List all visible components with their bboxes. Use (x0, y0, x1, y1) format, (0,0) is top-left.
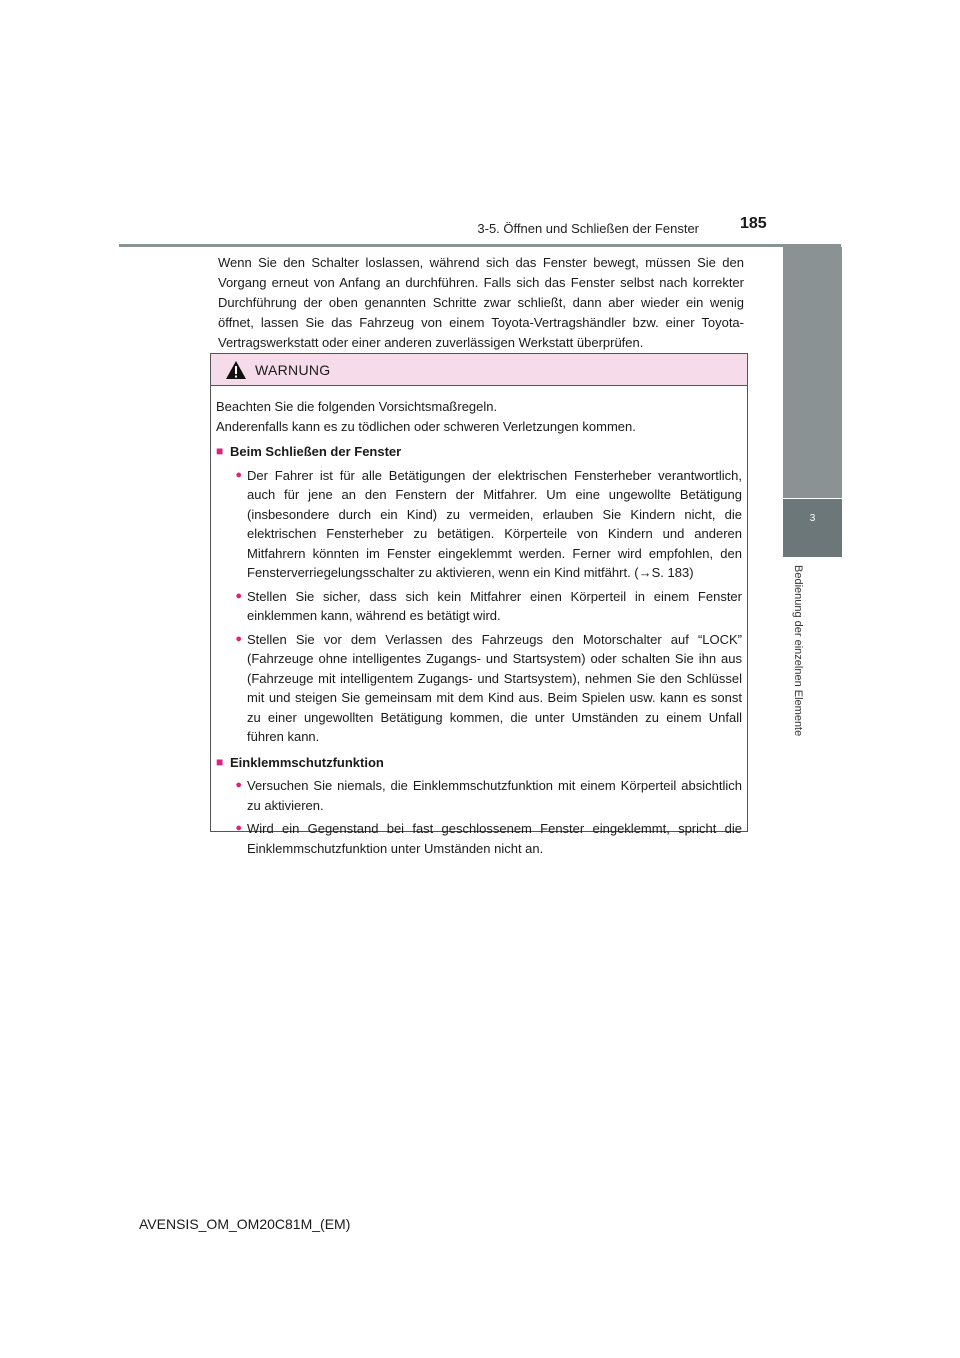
section-title: 3-5. Öffnen und Schließen der Fenster (477, 221, 699, 236)
warning-lead-2: Anderenfalls kann es zu tödlichen oder schweren Verletzungen kommen. (216, 418, 636, 434)
warning-item (216, 630, 742, 747)
intro-paragraph: Wenn Sie den Schalter loslassen, während sich das Fenster bewegt, müssen Sie den Vorgang erneut von Anfang an durchführen. Falls sich das Fenster selbst nach korrekter Durchführung der oben genannten Schritte zwar schließt, dann aber wieder ein wenig öffnet, lassen Sie das Fahrzeug von einem Toyota-Vertragshändler bzw. einer Toyota-Vertragswerkstatt oder einer anderen zuverlässigen Werkstatt überprüfen. (218, 255, 744, 350)
section-heading-text: Beim Schließen der Fenster (230, 444, 402, 459)
section-heading-text: Einklemmschutzfunktion (230, 754, 384, 770)
side-rail (783, 247, 842, 498)
chapter-number: 3 (809, 513, 816, 524)
chapter-tab (783, 499, 842, 557)
dot-bullet-icon: ● (235, 589, 242, 602)
warning-item-text: Stellen Sie vor dem Verlassen des Fahrzeugs den Motorschalter auf “LOCK” (Fahrzeuge ohne intelligentes Zugangs- und Startsystem) oder schalten Sie ihn aus (Fahrzeuge mit intelligentem Zugangs- und Startsystem), nehmen Sie den Schlüssel mit und steigen Sie gemeinsam mit dem Kind aus. Beim Spielen usw. kann es sonst zu einer ungewollten Betätigung kommen, die unter Umständen zu einem Unfall führen kann. (247, 631, 742, 744)
warning-item (216, 466, 742, 583)
warning-body (211, 386, 747, 858)
page-number: 185 (740, 215, 767, 232)
warning-item (216, 776, 742, 815)
dot-bullet-icon: ● (235, 632, 242, 645)
warning-item (216, 587, 742, 626)
chapter-title: Bedienung der einzelnen Elemente (792, 565, 804, 737)
warning-triangle-icon (225, 360, 247, 380)
warning-item-text: Versuchen Sie niemals, die Einklemmschutzfunktion mit einem Körperteil absichtlich zu aktivieren. (247, 778, 742, 813)
warning-header (211, 354, 747, 386)
warning-section-heading (216, 753, 742, 773)
header-divider (119, 244, 841, 247)
dot-bullet-icon: ● (235, 779, 242, 791)
warning-item (216, 819, 742, 858)
dot-bullet-icon: ● (235, 468, 242, 481)
square-bullet-icon: ■ (216, 754, 224, 769)
warning-item-text: Stellen Sie sicher, dass sich kein Mitfahrer einen Körperteil in einem Fenster einklemmen kann, während es betätigt wird. (247, 588, 742, 623)
warning-item-text: Der Fahrer ist für alle Betätigungen der elektrischen Fensterheber verantwortlich, auch für jene an den Fenstern der Mitfahrer. Um eine ungewollte Betätigung (insbesondere durch ein Kind) zu vermeiden, erlauben Sie Kindern nicht, die elektrischen Fensterheber zu betätigen. Körperteile von Kindern und anderen Mitfahrern könnten im Fenster eingeklemmt werden. Ferner wird empfohlen, den Fensterverriegelungsschalter zu aktivieren, wenn ein Kind mitfährt. (→S. 183) (247, 467, 742, 580)
warning-section-heading (216, 442, 742, 462)
dot-bullet-icon: ● (235, 822, 242, 834)
warning-title: WARNUNG (255, 361, 331, 378)
warning-item-text: Wird ein Gegenstand bei fast geschlossenem Fenster eingeklemmt, spricht die Einklemmschutzfunktion unter Umständen nicht an. (247, 821, 742, 856)
warning-box (210, 353, 748, 856)
warning-lead-1: Beachten Sie die folgenden Vorsichtsmaßregeln. (216, 399, 498, 414)
document-id: AVENSIS_OM_OM20C81M_(EM) (139, 1216, 351, 1232)
square-bullet-icon: ■ (216, 444, 224, 458)
